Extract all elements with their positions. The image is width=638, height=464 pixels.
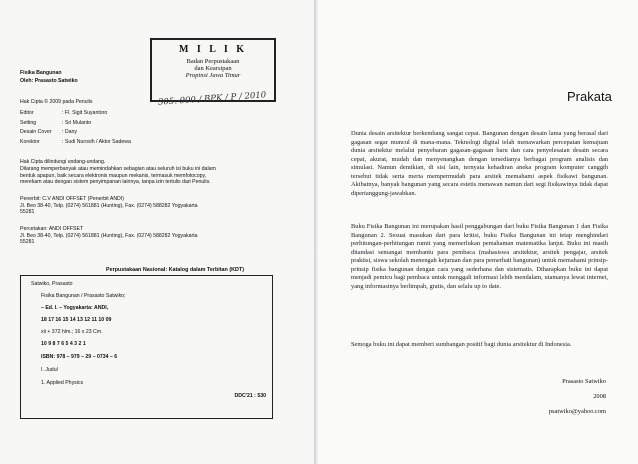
stamp-line-1: Badan Perpustakaan [186,58,240,65]
kdt-subject-1: I. Judul [41,367,58,373]
credits-list [20,110,131,145]
credit-value: : Sudi Nurosih / Aktor Sadewa [62,138,131,145]
paragraph-3: Semoga buku ini dapat memberi sumbangan positif bagi dunia arsitektur di Indonesia. [351,341,572,348]
stamp-title: M I L I K [178,44,248,55]
credit-value: : Dany [62,129,77,136]
kdt-isbn: ISBN: 978 – 979 – 29 – 0734 – 6 [41,354,118,360]
kdt-years: 18 17 16 15 14 13 12 11 10 09 [41,317,112,323]
printer-line: Jl. Beo 38-40, Telp. (0274) 561881 (Hunting), Fax. (0274) 588282 Yogyakarta [20,232,198,239]
chapter-title: Prakata [567,89,612,104]
rights-text-line: Dilarang memperbanyak atau memindahkan sebagian atau seluruh isi buku ini dalam [20,166,216,172]
rights-heading: Hak Cipta dilindungi undang-undang. [20,159,106,165]
credit-key: Editor [20,110,34,116]
credit-value: : Fl. Sigit Suyantoro [62,110,108,116]
rights-text-line: merekam atau dengan sistem penyimpanan lainnya, tanpa izin tertulis dari Penulis. [20,179,211,186]
signature-year: 2008 [593,393,606,400]
publisher-line: 55281 [20,209,35,216]
copyright-line: Hak Cipta © 2009 pada Penulis [20,99,93,105]
paragraph-2: Buku Fisika Bangunan ini merupakan hasil penggabungan dari buku Fisika Bangunan 1 dan Fisika Bangunan 2. Sesuai masukan dari para kritisi, buku Fisika Bangunan ini tetap menghindari perhitungan-perhitungan rumit yang memerlukan pemahaman matematika lanjut. Buku ini masih ditandasi semangat membantu para pembaca (mahasiswa arsitektur, arsitek pengajar, arsitek praktisi, siswa sekolah menengah kejuruan dan para pemerhati bangunan) untuk memahami prinsip-prinsip fisika bangunan dengan cara yang sederhana dan sistematis. Diharapkan buku ini dapat menjadi pemicu bagi pembaca untuk menggali informasi lebih mendalam, utamanya lewat internet, yang informasinya berlimpah, gratis, dan selalu up to date. [351,223,608,290]
publisher-block [20,196,198,216]
credit-key: Korektor [20,138,40,145]
credit-value: : Sri Mulanto [62,119,92,126]
kdt-author: Satwiko, Prasasto [31,281,73,287]
left-page [0,0,318,464]
printer-line: Percetakan: ANDI OFFSET [20,226,84,232]
author-line: Oleh: Prasasto Satwiko [20,78,78,84]
stamp-line-2: dan Kearsipan [194,65,232,72]
printer-line: 55281 [20,239,35,246]
kdt-heading: Perpustakaan Nasional: Katalog dalam Terbitan (KDT) [106,267,244,273]
printer-block [20,226,198,246]
kdt-box [20,275,273,419]
signature-name: Prasasto Satwiko [562,378,606,385]
credit-row [20,139,131,146]
paragraph-1: Dunia desain arsitektur berkembang sangat cepat. Bangunan dengan desain lama yang berasal dari gagasan segar muncul di mana-mana. Teknologi digital telah menawarkan percepatan kemajuan dunia arsitektur melalui penyebaran gagasan-gagasan baru dan cara penyelesaian desain secara cepat, akurat, mudah dan menyenangkan dengan tersedianya berbagai program analisis dan simulasi. Namun demikian, di sisi lain, ternyata kehadiran aneka program komputer canggih tersebut tidak serta merta mempermudah para arsitek memahami aspek fisikawi bangunan. Akibatnya, banyak bangunan yang secara estetis menawan namun dari segi fisikawinya tidak dapat dipertanggung-jawabkan. [351,130,608,197]
kdt-title-line: Fisika Bangunan / Prasasto Satwiko; [41,293,126,299]
kdt-subject-2: 1. Applied Physics [41,380,84,386]
rights-text [20,166,305,186]
publisher-line: Jl. Beo 38-40, Telp. (0274) 561881 (Hunting), Fax. (0274) 588282 Yogyakarta [20,202,198,209]
credit-row [20,110,131,117]
credit-row [20,120,131,127]
rights-text-line: bentuk apapun, baik secara elektronis maupun mekanis, termasuk memfotocopy, [20,172,207,179]
kdt-ddc: DDC'21 : 530 [234,393,266,399]
right-page [318,0,638,464]
publisher-line: Penerbit: C.V ANDI OFFSET (Penerbit ANDI) [20,196,124,202]
credit-row [20,129,131,136]
kdt-extent: xii + 372 hlm.; 16 x 23 Cm. [41,329,103,335]
kdt-printing: 10 9 8 7 6 5 4 3 2 1 [41,341,86,347]
handwritten-call-number: 305. 900 / BPK / P / 2010 [157,90,267,108]
credit-key: Desain Cover [20,129,52,136]
author-email: psatwiko@yahoo.com [548,408,606,415]
stamp-line-3: Propinsi Jawa Timur [185,72,241,79]
credit-key: Setting [20,119,37,126]
book-title: Fisika Bangunan [20,70,62,76]
kdt-edition: – Ed. I. – Yogyakarta: ANDI, [41,305,109,311]
